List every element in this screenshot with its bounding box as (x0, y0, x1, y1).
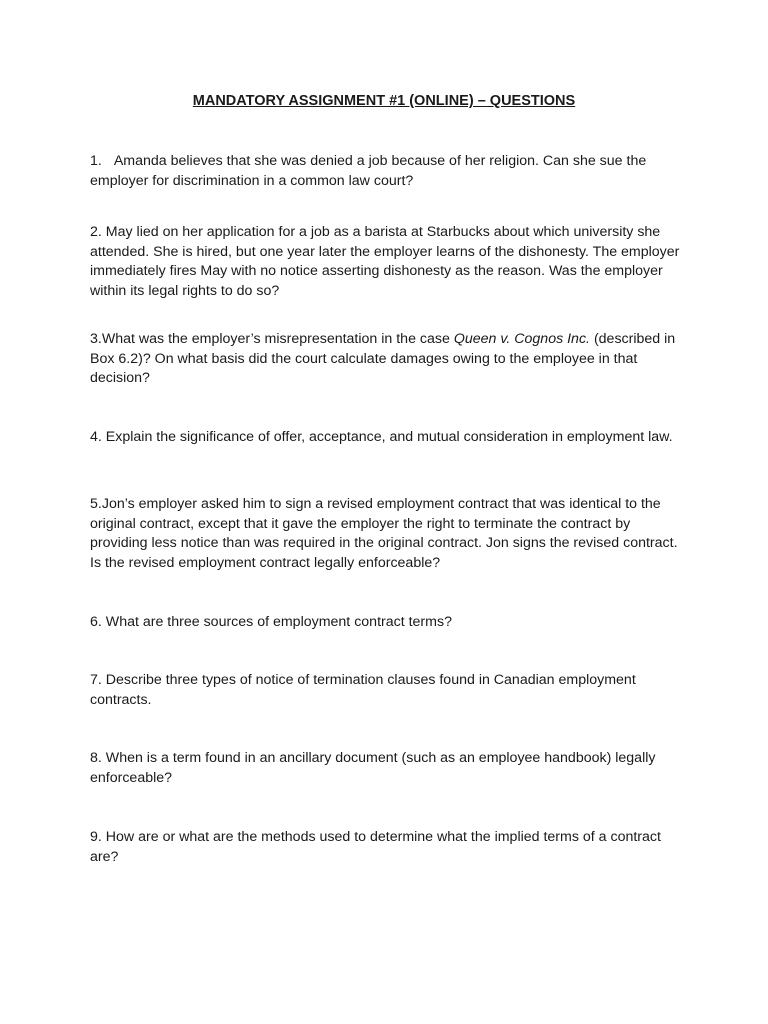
question-number: 8. (90, 750, 102, 766)
question-text: When is a term found in an ancillary document (such as an employee handbook) legally enforceable? (90, 750, 656, 786)
question-4 (90, 428, 690, 448)
question-7 (90, 671, 690, 710)
question-number: 7. (90, 672, 102, 688)
question-text: How are or what are the methods used to determine what the implied terms of a contract are? (90, 829, 661, 865)
question-9 (90, 828, 690, 867)
document-title: MANDATORY ASSIGNMENT #1 (ONLINE) – QUESTIONS (192, 93, 576, 109)
question-number: 1. (90, 153, 102, 169)
question-8 (90, 749, 690, 788)
question-2 (90, 223, 690, 301)
question-number: 5. (90, 496, 102, 512)
question-text: Explain the significance of offer, acceptance, and mutual consideration in employment law. (105, 429, 673, 445)
question-6 (90, 613, 690, 633)
case-name: Queen v. Cognos Inc. (453, 331, 590, 347)
question-number: 9. (90, 829, 102, 845)
question-text: Describe three types of notice of termination clauses found in Canadian employment contracts. (90, 672, 636, 708)
question-1 (90, 152, 690, 191)
question-text: May lied on her application for a job as a barista at Starbucks about which university she attended. She is hired, but one year later the employer learns of the dishonesty. The employer immediately fires May with no notice asserting dishonesty as the reason. Was the employer within its legal rights to do so? (90, 224, 680, 299)
question-number: 4. (90, 429, 102, 445)
question-5 (90, 495, 690, 573)
question-number: 3. (90, 331, 102, 347)
question-text-before: What was the employer’s misrepresentation in the case (101, 331, 454, 347)
question-text: Jon’s employer asked him to sign a revised employment contract that was identical to the original contract, except that it gave the employer the right to terminate the contract by providing less notice than was required in the original contract. Jon signs the revised contract. Is the revised employment contract legally enforceable? (90, 496, 678, 571)
question-3 (90, 330, 690, 389)
question-text: Amanda believes that she was denied a job because of her religion. Can she sue the employer for discrimination in a common law court? (90, 153, 647, 189)
question-number: 2. (90, 224, 102, 240)
question-number: 6. (90, 614, 102, 630)
question-text-after: (described in Box 6.2)? On what basis did the court calculate damages owing to the employee in that decision? (90, 331, 676, 386)
question-text: What are three sources of employment contract terms? (105, 614, 452, 630)
